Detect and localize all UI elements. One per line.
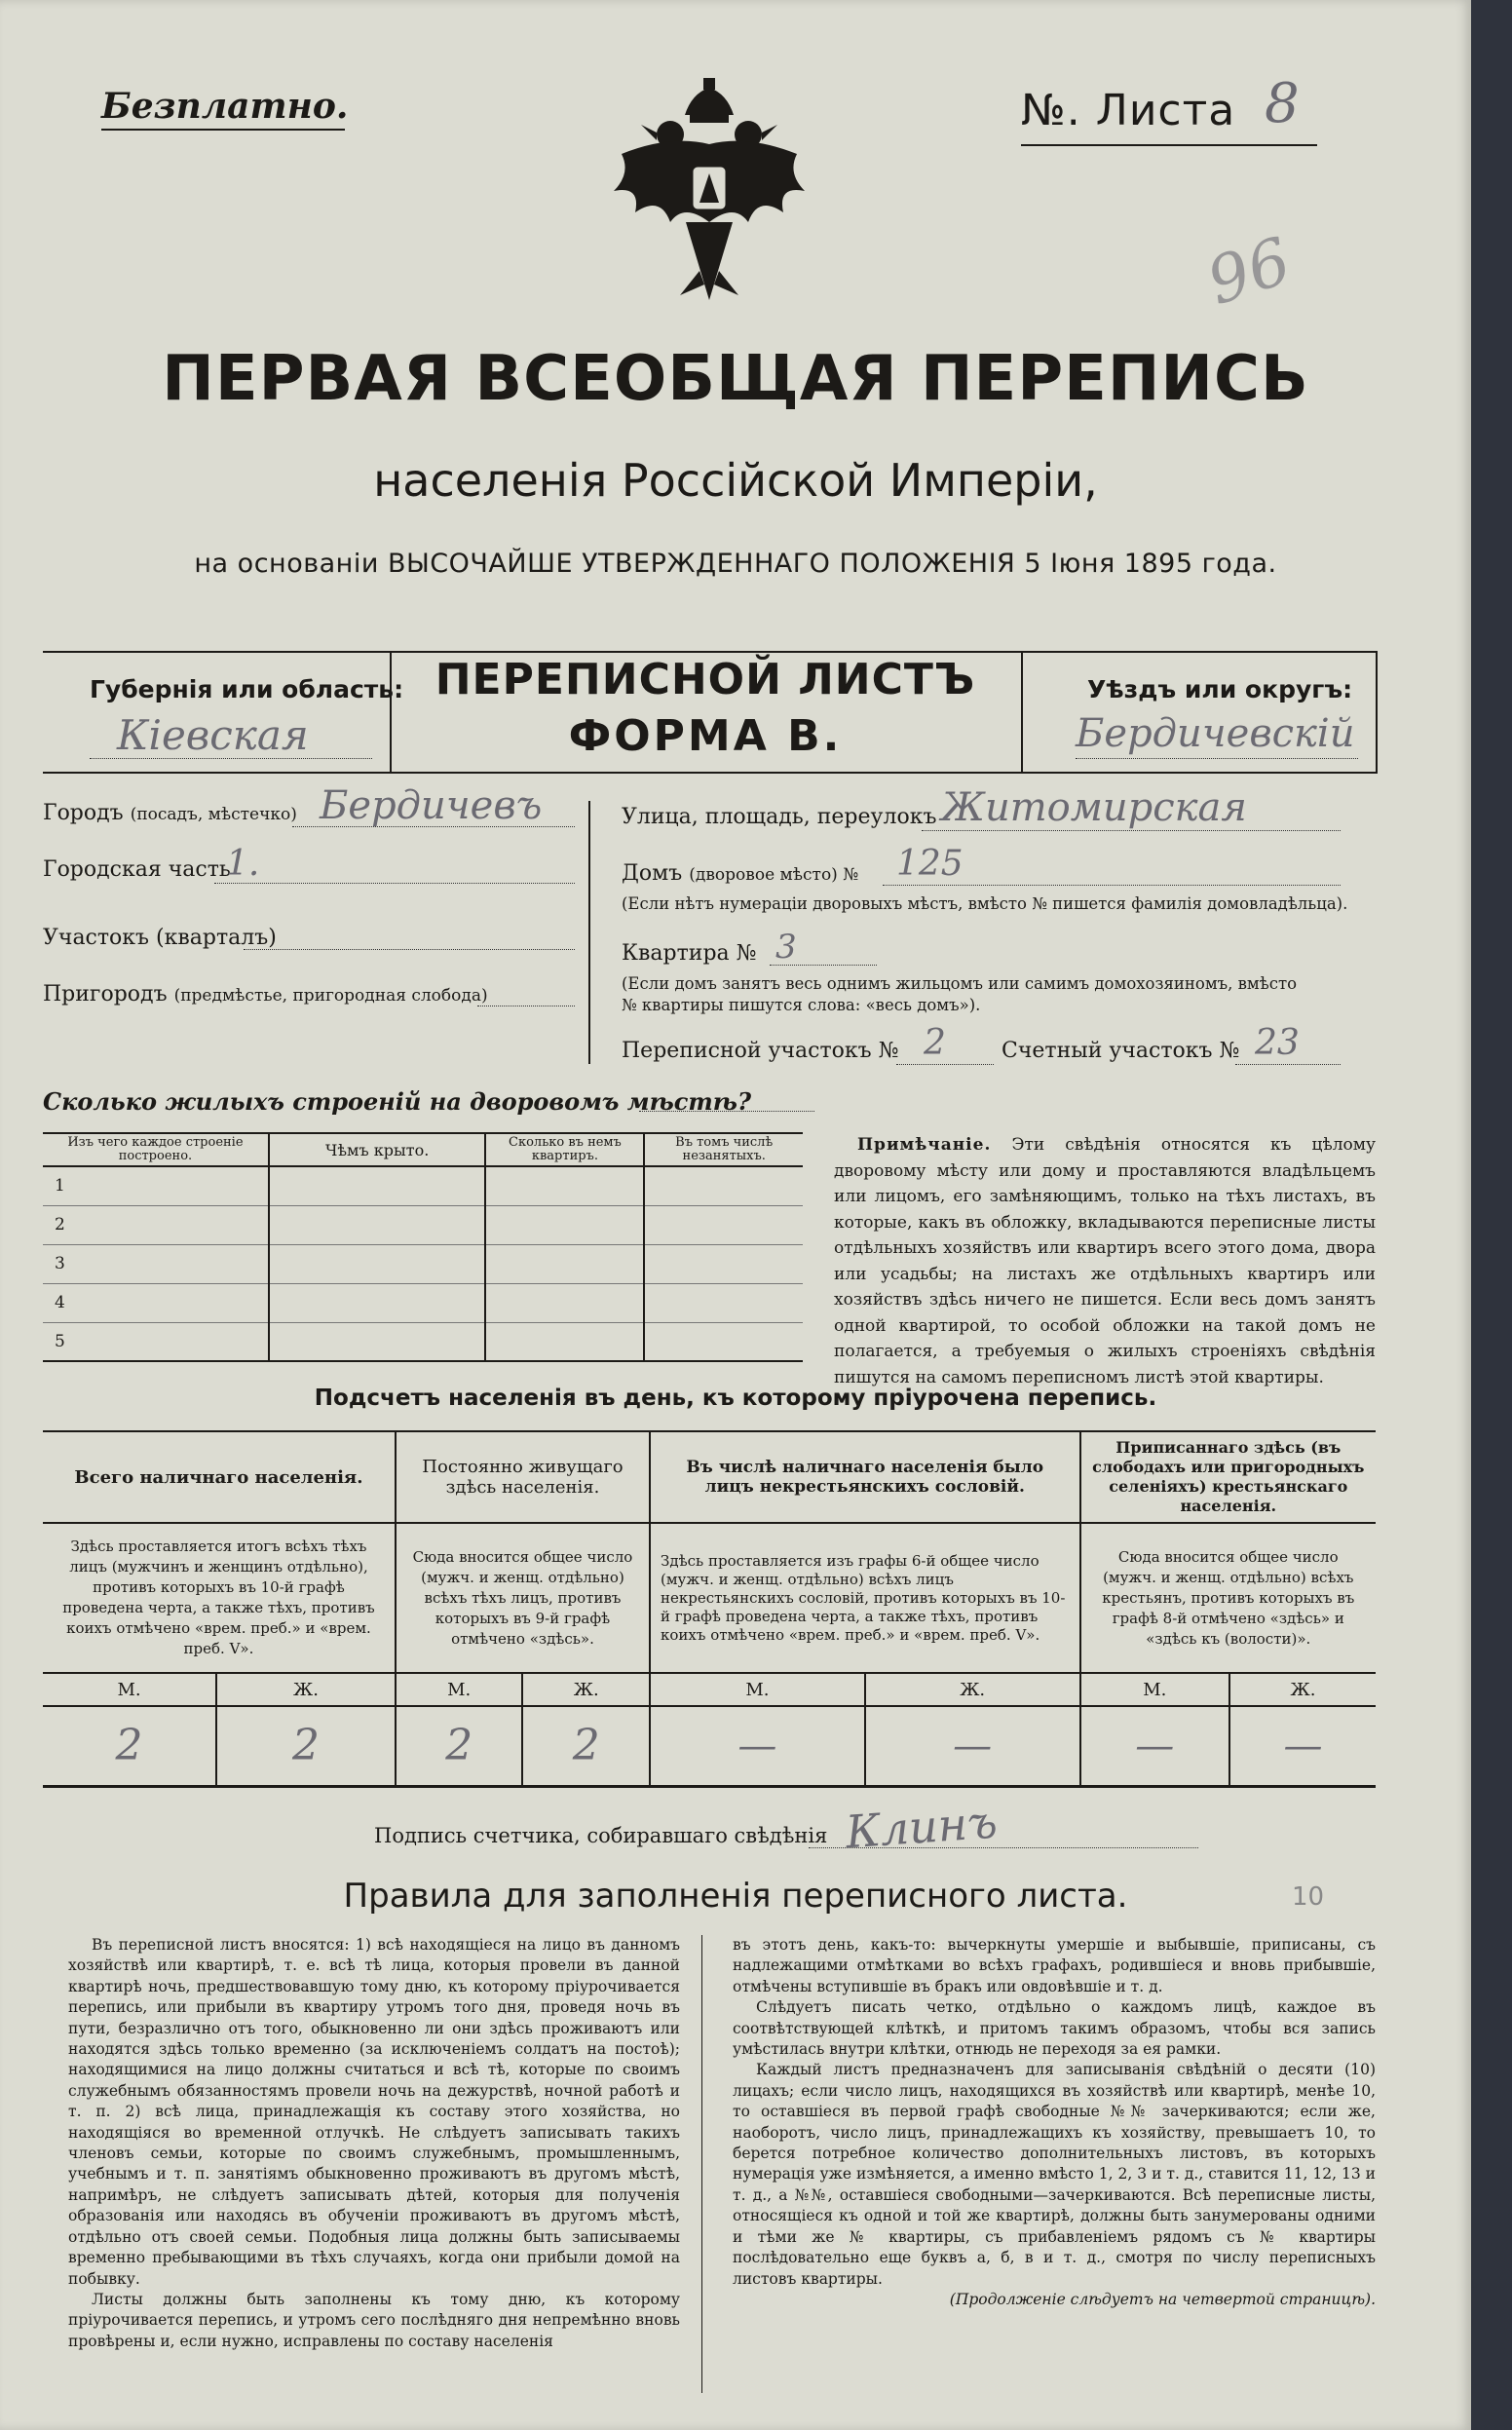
street-label: Улица, площадь, переулокъ [622, 805, 937, 829]
subtitle: населенія Россійской Имперіи, [373, 454, 1098, 507]
house-line [883, 885, 1341, 886]
population-f-label: Ж. [865, 1673, 1080, 1706]
form-title: ПЕРЕПИСНОЙ ЛИСТЪ [435, 655, 976, 704]
buildings-row-number: 1 [43, 1166, 269, 1205]
census-district-line [896, 1064, 994, 1065]
legal-basis: на основаніи ВЫСОЧАЙШЕ УТВЕРЖДЕННАГО ПОЛОЖЕНІЯ 5 Іюня 1895 года. [194, 549, 1277, 579]
population-desc-permanent: Сюда вносится общее число (мужч. и женщ. отдѣльно) всѣхъ тѣхъ лицъ, противъ которыхъ въ 9-й графѣ отмѣчено «здѣсь». [396, 1523, 650, 1673]
population-table [43, 1430, 1376, 1788]
permanent-male-count: 2 [396, 1706, 523, 1786]
non-peasant-female-count: — [865, 1706, 1080, 1786]
rules-paragraph: Каждый листъ предназначенъ для записыванія свѣдѣній о десяти (10) лицахъ; если число лицъ, находящихся въ хозяйствѣ или квартирѣ, менѣе 10, то оставшіеся въ первой графѣ свободные №№ зачеркиваются; если же, наоборотъ, число лицъ, принадлежащихъ къ хозяйству, превышаетъ 10, то берется потребное количество дополнительныхъ листовъ, въ которыхъ нумерація уже измѣняется, а именно вмѣсто 1, 2, 3 и т. д., ставится 11, 12, 13 и т. д., а №№, оставшіеся свободными—зачеркиваются. Всѣ переписные листы, относящіеся къ одной и той же квартирѣ, должны быть занумерованы одними и тѣми же № квартиры, съ прибавленіемъ рядомъ съ № квартиры послѣдовательно еще буквъ а, б, в и т. д., смотря по числу переписныхъ листовъ квартиры. [733, 2061, 1376, 2288]
main-title: ПЕРВАЯ ВСЕОБЩАЯ ПЕРЕПИСЬ [162, 343, 1309, 415]
sheet-number-underline [1021, 144, 1317, 146]
population-m-label: М. [650, 1673, 865, 1706]
uezd-line [1076, 758, 1358, 759]
city-label-group [43, 801, 297, 825]
house-label-group [622, 861, 858, 886]
non-peasant-male-count: — [650, 1706, 865, 1786]
apartment-line [770, 965, 877, 966]
buildings-question-line [639, 1111, 814, 1112]
buildings-row [43, 1205, 803, 1244]
rules-right-column [733, 1935, 1376, 2310]
population-f-label: Ж. [216, 1673, 396, 1706]
sheet-number-label: №. Листа [1021, 86, 1236, 135]
population-f-label: Ж. [522, 1673, 650, 1706]
suburb-label: Пригородъ [43, 982, 168, 1006]
signature-label: Подпись счетчика, собиравшаго свѣдѣнія [374, 1824, 828, 1847]
registered-peasant-male-count: — [1080, 1706, 1229, 1786]
count-district-line [1235, 1064, 1341, 1065]
buildings-note [834, 1132, 1376, 1390]
population-header-permanent: Постоянно живущаго здѣсь населенія. [396, 1431, 650, 1523]
buildings-row-number: 5 [43, 1322, 269, 1361]
form-name: ФОРМА В. [568, 711, 843, 761]
census-district-label: Переписной участокъ № [622, 1039, 899, 1063]
buildings-header-apartments: Сколько въ немъ квартиръ. [485, 1133, 644, 1166]
rules-paragraph: Листы должны быть заполнены къ тому дню, къ которому пріурочивается перепись, и утромъ сего послѣдняго дня непремѣнно вновь провѣрены и, если нужно, исправлены по составу населенія [68, 2290, 680, 2350]
street-value: Житомирская [941, 785, 1247, 830]
buildings-row-number: 4 [43, 1283, 269, 1322]
buildings-row [43, 1166, 803, 1205]
rules-column-divider [701, 1935, 702, 2393]
note-title: Примѣчаніе. [857, 1135, 992, 1155]
uezd-value: Бердичевскій [1076, 711, 1355, 756]
region-divider-edge [1376, 651, 1378, 774]
count-district-label: Счетный участокъ № [1002, 1039, 1240, 1063]
buildings-row-number: 2 [43, 1205, 269, 1244]
buildings-header-material: Изъ чего каждое строеніе построено. [43, 1133, 269, 1166]
suburb-hint: (предмѣстье, пригородная слобода) [173, 986, 488, 1006]
house-hint: (дворовое мѣсто) № [689, 865, 859, 885]
region-top-rule [43, 651, 1378, 653]
gubernia-label: Губернія или область: [90, 675, 404, 703]
buildings-header-roof: Чѣмъ крыто. [269, 1133, 486, 1166]
rules-paragraph: Слѣдуетъ писать четко, отдѣльно о каждомъ лицѣ, каждое въ соотвѣтствующей клѣткѣ, и притомъ такимъ образомъ, чтобы вся запись умѣстилась внутри клѣтки, отнюдь не переходя за ея рамки. [733, 1998, 1376, 2059]
enumerator-signature: Клинъ [844, 1795, 1000, 1859]
note-text: Эти свѣдѣнія относятся къ цѣлому дворовому мѣсту или дому и проставляются владѣльцемъ или лицомъ, его замѣняющимъ, только на тѣхъ листахъ, въ которые, какъ въ обложку, вкладываются переписные листы отдѣльныхъ хозяйствъ или квартиръ всего этого дома, двора или усадьбы; на листахъ же отдѣльныхъ квартиръ или хозяйствъ здѣсь ничего не пишется. Если весь домъ занятъ одной квартирой, то особой обложки на такой домъ не полагается, а требуемыя о жилыхъ строеніяхъ свѣдѣнія пишутся на самомъ переписномъ листѣ этой квартиры. [834, 1135, 1377, 1387]
free-underline [101, 129, 345, 131]
city-hint: (посадъ, мѣстечко) [130, 805, 297, 824]
buildings-row [43, 1283, 803, 1322]
city-label: Городъ [43, 801, 124, 825]
rules-paragraph: Въ переписной листъ вносятся: 1) всѣ находящіеся на лицо въ данномъ хозяйствѣ или квартирѣ, т. е. всѣ тѣ лица, которыя провели въ данной квартирѣ ночь, предшествовавшую тому дню, къ которому пріурочивается перепись, или прибыли въ квартиру утромъ того дня, проведя ночь въ пути, безразлично отъ того, обыкновенно ли они здѣсь проживаютъ или находятся здѣсь только временно (за исключеніемъ солдатъ на постоѣ); находящимися на лицо должны считаться и всѣ тѣ, которые по своимъ служебнымъ обязанностямъ провели ночь на дежурствѣ, ночной работѣ и т. п. 2) всѣ лица, принадлежащія къ составу этого хозяйства, но находящіяся во временной отлучкѣ. Не слѣдуетъ записывать такихъ членовъ семьи, которые по своимъ служебнымъ, промышленнымъ, учебнымъ и т. п. занятіямъ обыкновенно проживаютъ въ другомъ мѣстѣ, напримѣръ, не слѣдуетъ записывать дѣтей, которыя для полученія образованія или находясь въ обученіи проживаютъ въ другомъ мѣстѣ, отдѣльно отъ своей семьи. Подобныя лица должны быть записываемы временно пребывающими въ тѣхъ случаяхъ, когда они прибыли домой на побывку. [68, 1936, 680, 2288]
population-m-label: М. [43, 1673, 216, 1706]
section-line [244, 949, 575, 950]
apartment-note-1: (Если домъ занятъ весь однимъ жильцомъ или самимъ домохозяиномъ, вмѣсто [622, 974, 1298, 993]
gubernia-line [90, 758, 372, 759]
imperial-eagle-emblem [602, 76, 816, 310]
buildings-header-vacant: Въ томъ числѣ незанятыхъ. [644, 1133, 803, 1166]
region-divider-right [1021, 651, 1023, 774]
population-title: Подсчетъ населенія въ день, къ которому пріурочена перепись. [314, 1386, 1157, 1411]
permanent-female-count: 2 [522, 1706, 650, 1786]
rules-title: Правила для заполненія переписного листа. [343, 1877, 1128, 1916]
buildings-table [43, 1132, 803, 1362]
street-line [922, 830, 1341, 831]
sheet-number-value: 8 [1265, 72, 1300, 135]
population-header-non-peasant: Въ числѣ наличнаго населенія было лицъ некрестьянскихъ сословій. [650, 1431, 1080, 1523]
apartment-note-2: № квартиры пишутся слова: «весь домъ»). [622, 996, 981, 1014]
apartment-value: 3 [775, 928, 797, 967]
population-desc-present: Здѣсь проставляется итогъ всѣхъ тѣхъ лицъ (мужчинъ и женщинъ отдѣльно), противъ которыхъ въ 10-й графѣ проведена черта, а также тѣхъ, противъ коихъ отмѣчено «врем. преб.» и «врем. преб. V». [43, 1523, 396, 1673]
city-part-value: 1. [226, 844, 260, 884]
apartment-label: Квартира № [622, 941, 757, 966]
population-desc-non-peasant: Здѣсь проставляется изъ графы 6-й общее число (мужч. и женщ. отдѣльно) всѣхъ лицъ некрестьянскихъ сословій, противъ которыхъ въ 10-й графѣ проведена черта, а также тѣхъ, противъ коихъ отмѣчено «врем. преб.» и «врем. преб. V». [650, 1523, 1080, 1673]
section-label: Участокъ (кварталъ) [43, 926, 277, 950]
city-part-label: Городская часть [43, 857, 231, 882]
house-value: 125 [896, 844, 964, 884]
rules-left-column [68, 1935, 680, 2352]
population-m-label: М. [1080, 1673, 1229, 1706]
uezd-label: Уѣздъ или округъ: [1087, 675, 1353, 703]
gubernia-value: Кіевская [117, 711, 309, 759]
house-label: Домъ [622, 861, 683, 886]
population-header-present: Всего наличнаго населенія. [43, 1431, 396, 1523]
city-line [292, 826, 575, 827]
population-m-label: М. [396, 1673, 523, 1706]
buildings-row [43, 1322, 803, 1361]
rules-continued: (Продолженіе слѣдуетъ на четвертой страницѣ). [949, 2290, 1376, 2308]
corner-pencil-mark: 96 [1198, 222, 1300, 321]
population-header-registered-peasants: Приписаннаго здѣсь (въ слободахъ или пригородныхъ селеніяхъ) крестьянскаго населенія. [1080, 1431, 1376, 1523]
census-district-value: 2 [924, 1023, 946, 1063]
house-note: (Если нѣтъ нумераціи дворовыхъ мѣстъ, вмѣсто № пишется фамилія домовладѣльца). [622, 894, 1348, 913]
buildings-row-number: 3 [43, 1244, 269, 1283]
buildings-row [43, 1244, 803, 1283]
city-value: Бердичевъ [320, 783, 543, 828]
registered-peasant-female-count: — [1229, 1706, 1376, 1786]
free-label: Безплатно. [101, 86, 349, 127]
suburb-label-group [43, 982, 488, 1006]
city-part-line [214, 883, 575, 884]
rules-paragraph: въ этотъ день, какъ-то: вычеркнуты умершіе и выбывшіе, приписаны, съ надлежащими отмѣтками во всѣхъ графахъ, родившіеся и вновь прибывшіе, отмѣчены вступившіе въ бракъ или овдовѣвшіе и т. д. [733, 1936, 1376, 1995]
present-female-count: 2 [216, 1706, 396, 1786]
region-bottom-rule [43, 772, 1378, 774]
present-male-count: 2 [43, 1706, 216, 1786]
population-desc-registered-peasants: Сюда вносится общее число (мужч. и женщ. отдѣльно) всѣхъ крестьянъ, противъ которыхъ въ графѣ 8-й отмѣчено «здѣсь» и «здѣсь къ (волости)». [1080, 1523, 1376, 1673]
address-divider [588, 801, 590, 1064]
buildings-question: Сколько жилыхъ строеній на дворовомъ мѣстѣ? [43, 1087, 752, 1116]
population-f-label: Ж. [1229, 1673, 1376, 1706]
count-district-value: 23 [1255, 1023, 1300, 1063]
margin-mark: 10 [1292, 1882, 1325, 1912]
scan-background-edge [1471, 0, 1512, 2430]
